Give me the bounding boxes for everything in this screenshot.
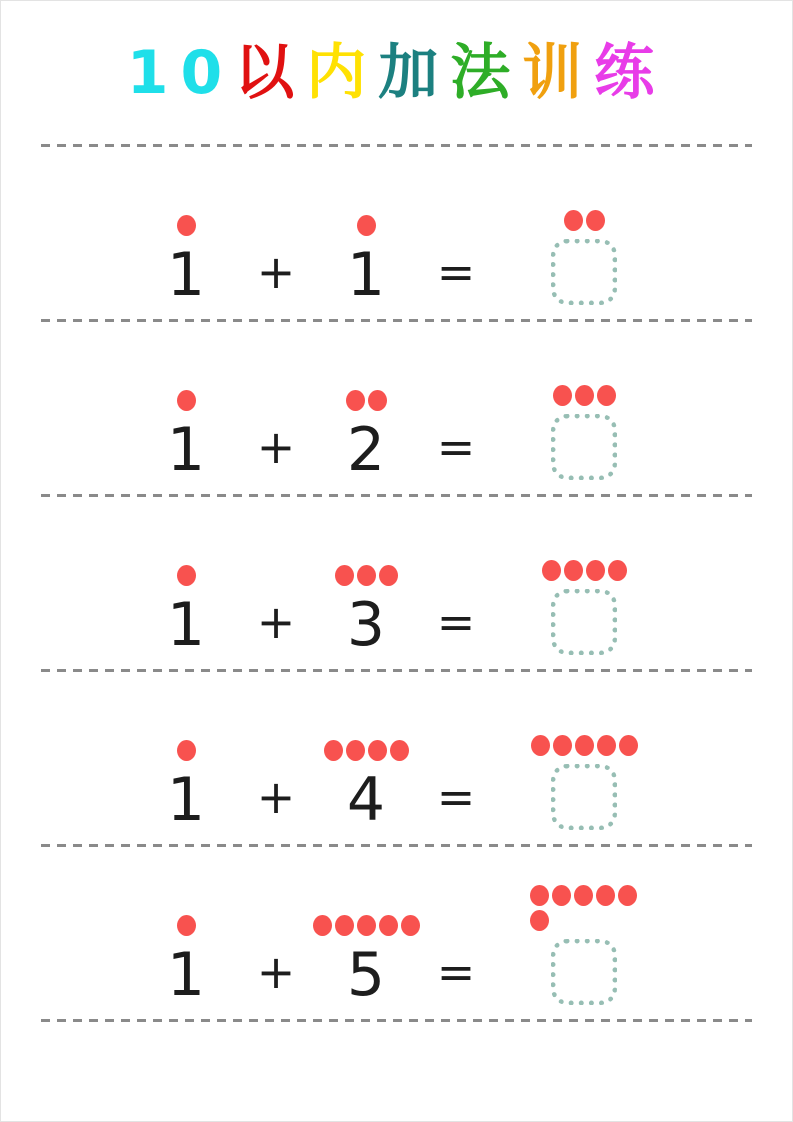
problem-row [1, 322, 792, 494]
counting-dot [575, 735, 594, 756]
counting-dot [346, 390, 365, 411]
answer-area [509, 210, 659, 305]
plus-sign: + [256, 420, 296, 474]
counting-dot [608, 560, 627, 581]
addend1-dots [177, 565, 196, 586]
addend1-dots [177, 740, 196, 761]
counting-dot [177, 390, 196, 411]
answer-box[interactable] [551, 414, 617, 480]
problem-row [1, 847, 792, 1019]
addend1-term [149, 390, 223, 485]
addend1-number: 1 [166, 590, 206, 660]
addend2-dots [357, 215, 376, 236]
problem-row [1, 672, 792, 844]
plus-sign: + [256, 595, 296, 649]
addend2-number: 4 [346, 765, 386, 835]
counting-dot [379, 915, 398, 936]
title-char: 10 [126, 37, 235, 108]
equals-sign: = [436, 945, 476, 999]
equation [149, 560, 659, 660]
counting-dot [177, 915, 196, 936]
counting-dot [313, 915, 332, 936]
counting-dot [564, 210, 583, 231]
title-char: 练 [594, 37, 667, 108]
counting-dot [357, 215, 376, 236]
counting-dot [597, 735, 616, 756]
counting-dot [379, 565, 398, 586]
addend1-dots [177, 915, 196, 936]
addend2-dots [324, 740, 409, 761]
counting-dot [530, 910, 549, 931]
addend2-term [329, 215, 403, 310]
counting-dot [177, 565, 196, 586]
page-title [126, 37, 667, 108]
counting-dot [586, 210, 605, 231]
counting-dot [575, 385, 594, 406]
counting-dot [324, 740, 343, 761]
problem-row [1, 497, 792, 669]
counting-dot [357, 915, 376, 936]
answer-area [509, 560, 659, 655]
counting-dot [596, 885, 615, 906]
addend2-dots [346, 390, 387, 411]
counting-dot [564, 560, 583, 581]
answer-box[interactable] [551, 239, 617, 305]
counting-dot [542, 560, 561, 581]
equals-sign: = [436, 420, 476, 474]
addend2-number: 5 [346, 940, 386, 1010]
plus-sign: + [256, 945, 296, 999]
counting-dot [335, 565, 354, 586]
sum-dots [530, 885, 638, 931]
plus-sign: + [256, 770, 296, 824]
problems-list [1, 147, 792, 1022]
answer-box[interactable] [551, 939, 617, 1005]
sum-dots [531, 735, 638, 756]
equals-sign: = [436, 770, 476, 824]
title-char: 内 [306, 37, 379, 108]
sum-dots [553, 385, 616, 406]
counting-dot [586, 560, 605, 581]
counting-dot [530, 885, 549, 906]
counting-dot [553, 735, 572, 756]
addend2-number: 1 [346, 240, 386, 310]
title-char: 加 [378, 37, 451, 108]
addend2-dots [335, 565, 398, 586]
addend2-term [329, 565, 403, 660]
sum-dots [564, 210, 605, 231]
addend2-number: 3 [346, 590, 386, 660]
counting-dot [597, 385, 616, 406]
addend1-dots [177, 215, 196, 236]
addend1-term [149, 915, 223, 1010]
equation [149, 385, 659, 485]
addend1-term [149, 565, 223, 660]
title-char: 以 [234, 37, 307, 108]
addend1-term [149, 740, 223, 835]
addend1-dots [177, 390, 196, 411]
equation [149, 885, 659, 1010]
equation [149, 735, 659, 835]
counting-dot [619, 735, 638, 756]
addend2-term [329, 915, 403, 1010]
dashed-separator [41, 1019, 752, 1022]
counting-dot [552, 885, 571, 906]
addend2-term [329, 740, 403, 835]
addend2-term [329, 390, 403, 485]
counting-dot [618, 885, 637, 906]
counting-dot [346, 740, 365, 761]
counting-dot [401, 915, 420, 936]
counting-dot [177, 215, 196, 236]
answer-area [509, 385, 659, 480]
page-header [1, 1, 792, 144]
counting-dot [531, 735, 550, 756]
counting-dot [368, 390, 387, 411]
counting-dot [390, 740, 409, 761]
counting-dot [553, 385, 572, 406]
addend1-number: 1 [166, 240, 206, 310]
counting-dot [368, 740, 387, 761]
addend1-number: 1 [166, 415, 206, 485]
plus-sign: + [256, 245, 296, 299]
answer-area [509, 735, 659, 830]
sum-dots [542, 560, 627, 581]
answer-box[interactable] [551, 589, 617, 655]
addend1-number: 1 [166, 765, 206, 835]
equals-sign: = [436, 595, 476, 649]
addend2-dots [313, 915, 420, 936]
equals-sign: = [436, 245, 476, 299]
addend1-number: 1 [166, 940, 206, 1010]
counting-dot [177, 740, 196, 761]
title-char: 训 [522, 37, 595, 108]
problem-row [1, 147, 792, 319]
answer-box[interactable] [551, 764, 617, 830]
title-char: 法 [450, 37, 523, 108]
equation [149, 210, 659, 310]
addend1-term [149, 215, 223, 310]
addend2-number: 2 [346, 415, 386, 485]
answer-area [509, 885, 659, 1005]
counting-dot [335, 915, 354, 936]
counting-dot [357, 565, 376, 586]
counting-dot [574, 885, 593, 906]
